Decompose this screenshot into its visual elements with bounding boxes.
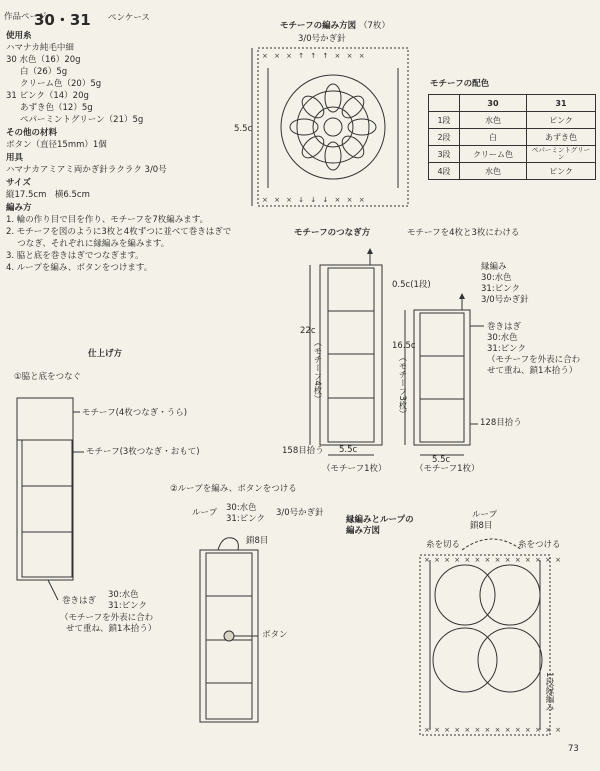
edging-30: 30:水色 — [481, 273, 512, 283]
whip-31: 31:ピンク — [487, 344, 527, 354]
back-label: モチーフ(4枚つなぎ・うら) — [82, 408, 188, 418]
loop-edging-chart — [420, 539, 562, 735]
tools: ハマナカアミアミ両かぎ針ラクラク 3/0号 — [6, 165, 167, 175]
table-row: 2段 白 あずき色 — [429, 129, 596, 146]
color-table: 30 31 1段 水色 ピンク 2段 白 あずき色 3段 クリーム色 ペパーミントグリーン 4段 水色 ピンク — [428, 94, 596, 180]
loop-chart-edge: 1段縁編み — [544, 672, 554, 712]
loop-chart-cut: 糸を切る — [426, 540, 461, 550]
loop-label: ループ — [192, 508, 218, 518]
motif-hook: 3/0号かぎ針 — [298, 34, 346, 44]
motif-size: 5.5c — [234, 124, 253, 134]
chain-label: 鎖8目 — [246, 536, 269, 546]
tools-heading: 用具 — [6, 153, 24, 163]
yarn-heading: 使用糸 — [6, 31, 32, 41]
page-ref: 作品ページ — [4, 12, 47, 22]
finish-title: 仕上げ方 — [88, 349, 123, 359]
yarn-line: 30 水色（16）20g — [6, 55, 81, 65]
loop-chart-attach: 糸をつける — [518, 540, 561, 550]
left-width-note: （モチーフ1枚） — [322, 464, 387, 474]
finish-step1: ①脇と底をつなぐ — [14, 372, 82, 382]
whip-label: 巻きはぎ — [62, 596, 97, 606]
svg-text:× × × ↑ ↑ ↑ × × ×: × × × ↑ ↑ ↑ × × × — [262, 52, 367, 60]
right-width: 5.5c — [432, 455, 451, 465]
step: つなぎ、それぞれに縁編みを編みます。 — [6, 239, 170, 249]
finish-step2-diagram — [200, 538, 258, 722]
yarn-line: ペパーミントグリーン（21）5g — [20, 115, 144, 125]
edge-label: 0.5c(1段) — [392, 280, 431, 290]
joining-note: モチーフを4枚と3枚にわける — [407, 228, 520, 238]
right-motif: （モチーフ3枚） — [397, 353, 407, 418]
table-row: 3段 クリーム色 ペパーミントグリーン — [429, 146, 596, 163]
method-heading: 編み方 — [6, 203, 32, 213]
size-heading: サイズ — [6, 178, 31, 188]
whip-30: 30:水色 — [108, 590, 139, 600]
step: 4. ループを編み、ボタンをつけます。 — [6, 263, 153, 273]
left-motif: （モチーフ4枚） — [312, 338, 322, 403]
svg-text:× × × × × × × × × × × × × ×: × × × × × × × × × × × × × × — [424, 556, 563, 564]
loop-hook: 3/0号かぎ針 — [276, 508, 324, 518]
joining-title: モチーフのつなぎ方 — [294, 228, 371, 238]
whip-30: 30:水色 — [487, 333, 518, 343]
finish-step2: ②ループを編み、ボタンをつける — [170, 484, 297, 494]
right-height: 16.5c — [392, 341, 416, 351]
whip-31: 31:ピンク — [108, 601, 148, 611]
table-row: 1段 水色 ピンク — [429, 112, 596, 129]
button-label: ボタン — [262, 630, 288, 640]
yarn-line: あずき色（12）5g — [20, 103, 93, 113]
edging-31: 31:ピンク — [481, 284, 521, 294]
yarn-name: ハマナカ純毛中細 — [6, 43, 74, 53]
step: 3. 脇と底を巻きはぎでつなぎます。 — [6, 251, 144, 261]
whip-note: せて重ね、鎖1本拾う） — [66, 624, 157, 634]
loop-30: 30:水色 — [226, 503, 257, 513]
loop-chart-title: 縁編みとループの — [346, 515, 414, 525]
edging-hook: 3/0号かぎ針 — [481, 295, 529, 305]
size: 縦17.5cm 横6.5cm — [6, 190, 90, 200]
left-width: 5.5c — [339, 445, 358, 455]
pattern-numbers: 30・31 — [34, 11, 91, 29]
svg-text:× × × ↓ ↓ ↓ × × ×: × × × ↓ ↓ ↓ × × × — [262, 196, 367, 204]
loop-chart-chain: 鎖8目 — [470, 521, 493, 531]
front-label: モチーフ(3枚つなぎ・おもて) — [86, 447, 200, 457]
step: 1. 輪の作り目で目を作り、モチーフを7枚編みます。 — [6, 215, 209, 225]
left-height: 22c — [300, 326, 316, 336]
step: 2. モチーフを図のように3枚と4枚ずつに並べて巻きはぎで — [6, 227, 232, 237]
motif-title: モチーフの編み方図 （7枚） — [280, 21, 390, 31]
pattern-title: ペンケース — [108, 13, 150, 23]
yarn-line: 31 ピンク（14）20g — [6, 91, 89, 101]
whip-label: 巻きはぎ — [487, 322, 522, 332]
left-pick: 158目拾う — [282, 446, 324, 456]
loop-chart-title: 編み方図 — [346, 526, 381, 536]
table-row: 4段 水色 ピンク — [429, 163, 596, 180]
other-materials: ボタン（直径15mm）1個 — [6, 140, 107, 150]
color-table-heading: モチーフの配色 — [430, 79, 490, 89]
yarn-line: 白（26）5g — [20, 67, 68, 77]
yarn-line: クリーム色（20）5g — [20, 79, 102, 89]
loop-chart-loop: ループ — [472, 510, 498, 520]
loop-31: 31:ピンク — [226, 514, 266, 524]
right-width-note: （モチーフ1枚） — [415, 464, 480, 474]
finish-step1-diagram — [17, 398, 84, 600]
whip-note: （モチーフを外表に合わ — [487, 355, 581, 365]
edging-label: 縁編み — [481, 262, 507, 272]
whip-note: （モチーフを外表に合わ — [60, 613, 154, 623]
whip-note: せて重ね、鎖1本拾う） — [487, 366, 578, 376]
right-pick: 128目拾う — [480, 418, 522, 428]
page-number: 73 — [568, 744, 579, 754]
other-heading: その他の材料 — [6, 128, 58, 138]
motif-chart — [258, 48, 408, 206]
svg-text:× × × × × × × × × × × × × ×: × × × × × × × × × × × × × × — [424, 726, 563, 734]
joining-right-strip — [405, 293, 484, 455]
